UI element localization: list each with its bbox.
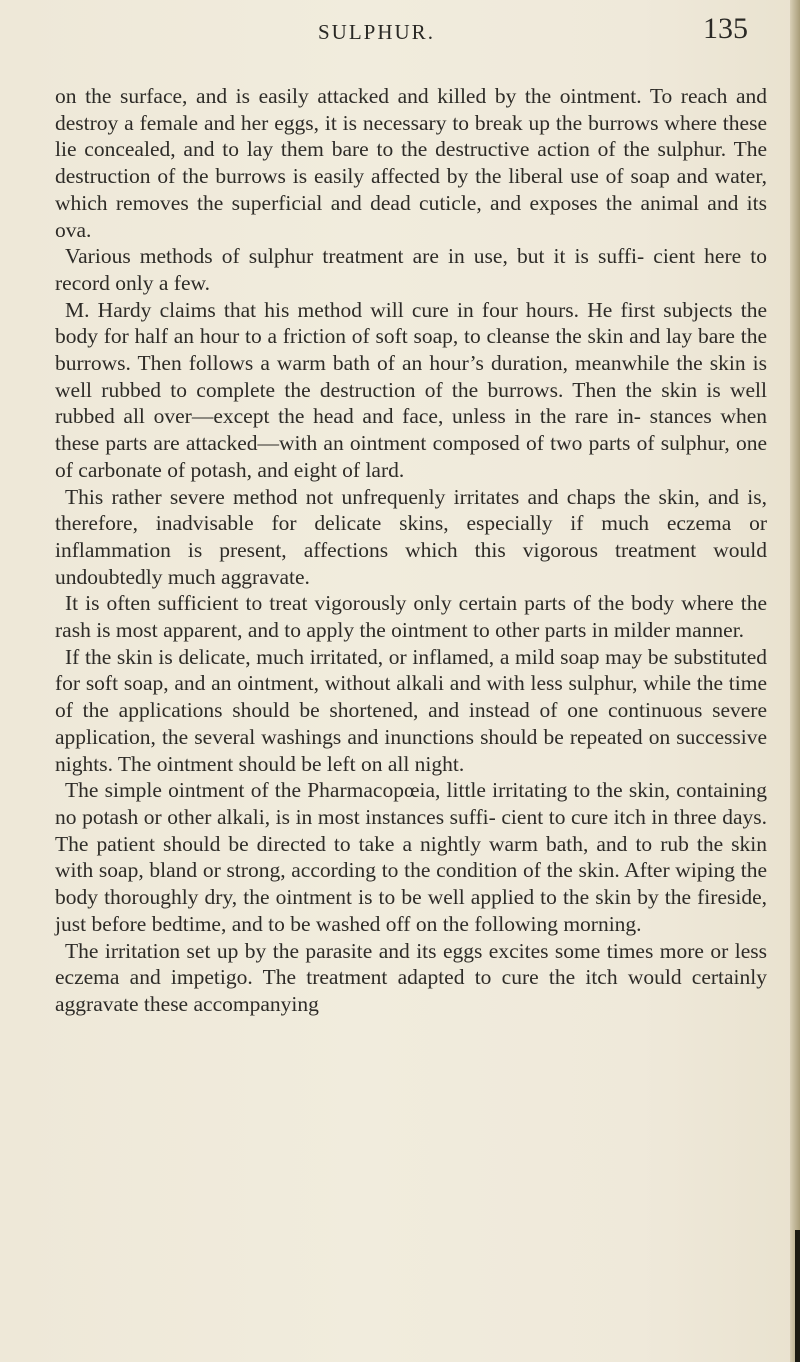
paragraph-5: It is often sufficient to treat vigorously only certain parts of the body where the rash is most apparent, and to apply the ointment to other parts in milder manner. (55, 591, 767, 643)
page-header (0, 14, 800, 54)
paragraph-1: on the surface, and is easily attacked and killed by the ointment. To reach and destroy a female and her eggs, it is necessary to break up the burrows where these lie concealed, and to lay them bare to the destructive action of the sulphur. The destruction of the burrows is easily affected by the liberal use of soap and water, which removes the superficial and dead cuticle, and exposes the animal and its ova. (55, 84, 767, 242)
page-edge-dark (795, 1230, 800, 1362)
paragraph-7: The simple ointment of the Pharmacopœia, little irritating to the skin, containing no potash or other alkali, is in most instances suffi- cient to cure itch in three days. The patient should be directed to take a nightly warm bath, and to rub the skin with soap, bland or strong, according to the condition of the skin. After wiping the body thoroughly dry, the ointment is to be well applied to the skin by the fireside, just before bedtime, and to be washed off on the following morning. (55, 778, 767, 936)
running-head: SULPHUR. (318, 20, 435, 44)
page-edge-shadow (790, 0, 800, 1362)
paragraph-4: This rather severe method not unfrequenly irritates and chaps the skin, and is, therefore, inadvisable for delicate skins, especially if much eczema or inflammation is present, affections which this vigorous treatment would undoubtedly much aggravate. (55, 484, 767, 589)
paragraph-6: If the skin is delicate, much irritated, or inflamed, a mild soap may be substituted for soft soap, and an ointment, without alkali and with less sulphur, while the time of the applications should be shortened, and instead of one continuous severe application, the several washings and inunctions should be repeated on successive nights. The ointment should be left on all night. (55, 644, 767, 776)
page-number: 135 (703, 12, 748, 45)
body-text (55, 83, 767, 1018)
paragraph-8: The irritation set up by the parasite and its eggs excites some times more or less eczema and impetigo. The treatment adapted to cure the itch would certainly aggravate these accompanying (55, 938, 767, 1016)
paragraph-2: Various methods of sulphur treatment are in use, but it is suffi- cient here to record only a few. (55, 244, 767, 295)
paragraph-3: M. Hardy claims that his method will cure in four hours. He first subjects the body for half an hour to a friction of soft soap, to cleanse the skin and lay bare the burrows. Then follows a warm bath of an hour’s duration, meanwhile the skin is well rubbed to complete the destruction of the burrows. Then the skin is well rubbed all over—except the head and face, unless in the rare in- stances when these parts are attacked—with an ointment composed of two parts of sulphur, one of carbonate of potash, and eight of lard. (55, 297, 767, 482)
